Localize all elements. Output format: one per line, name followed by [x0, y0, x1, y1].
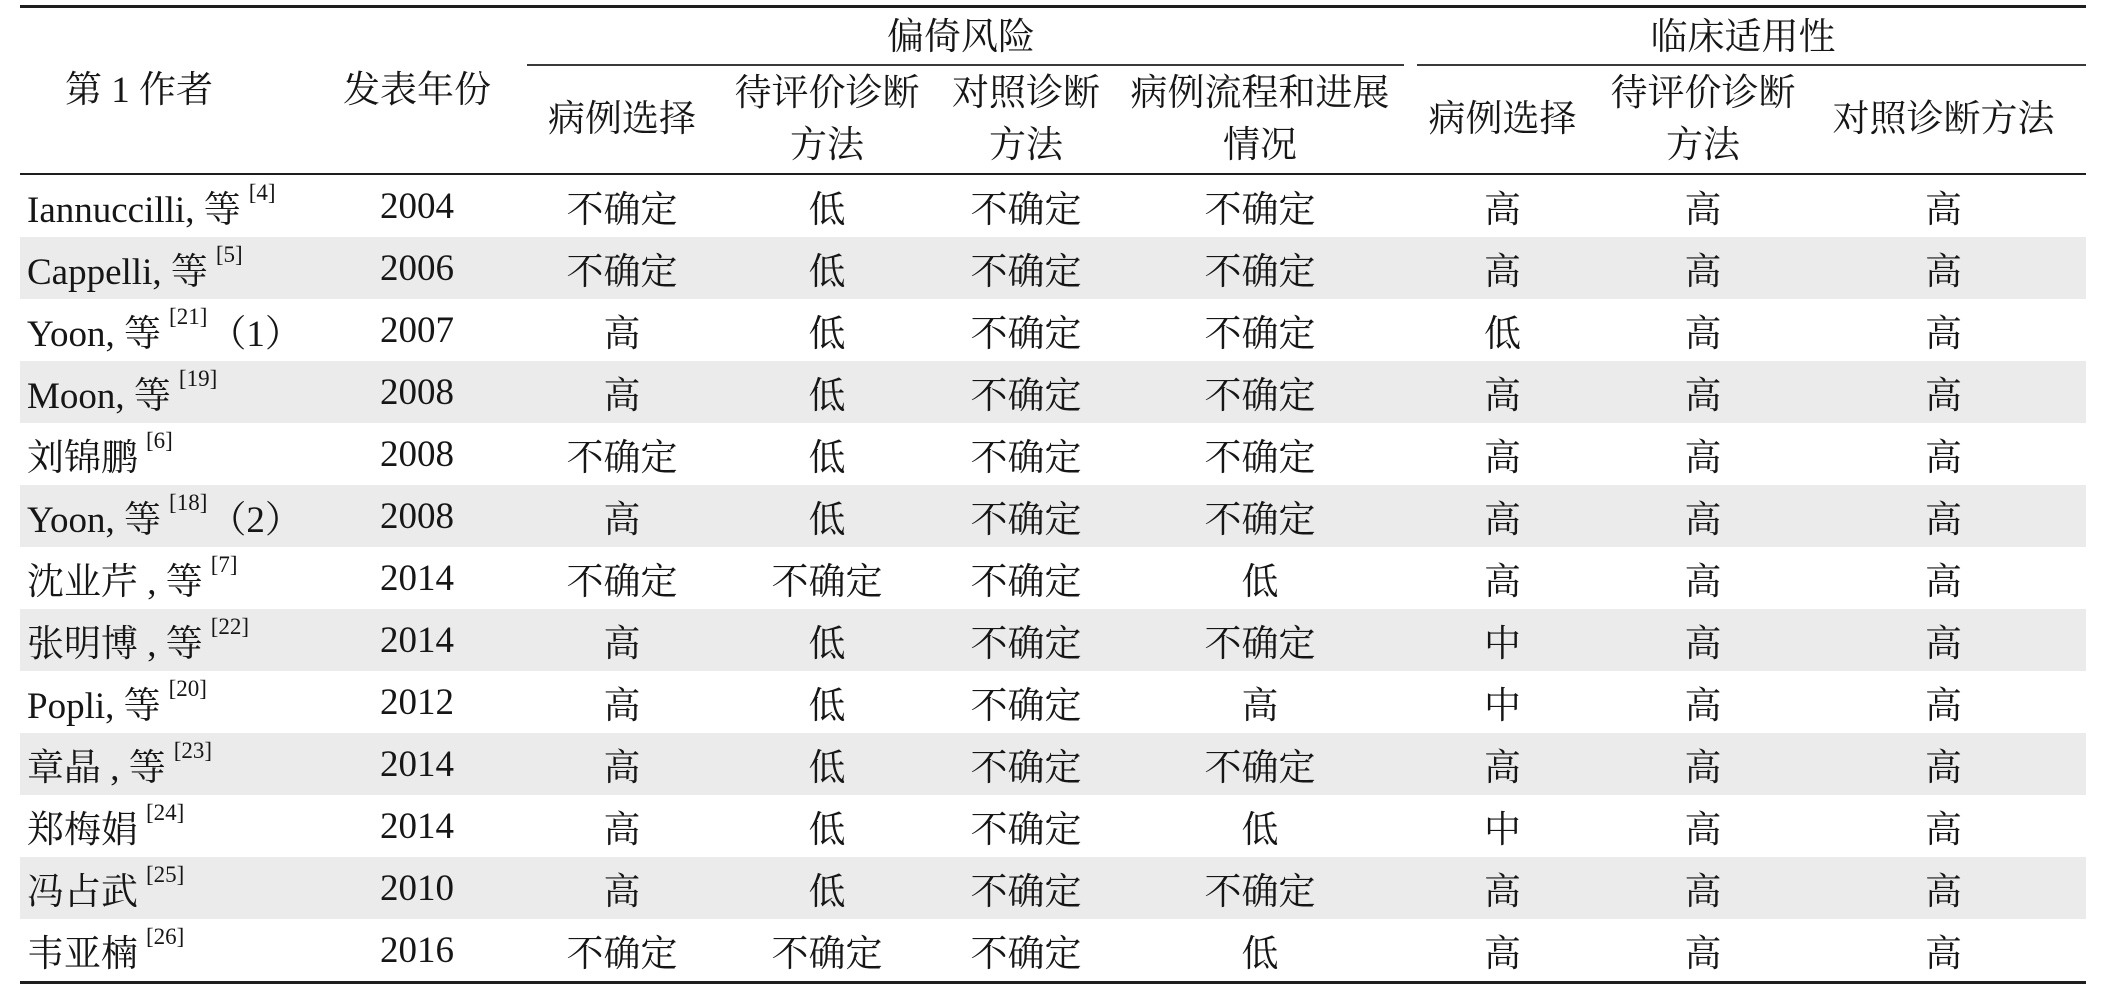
- header-line: 对照诊断: [952, 73, 1100, 114]
- rob-reference-standard-cell: 不确定: [970, 810, 1082, 851]
- applicability-index-test-cell: 高: [1684, 624, 1722, 665]
- author-name: 郑梅娟: [27, 810, 138, 851]
- applicability-patient-selection-cell: 中: [1484, 810, 1521, 851]
- rob-patient-selection-cell: 高: [603, 748, 641, 789]
- applicability-index-test-header: [1605, 67, 1801, 173]
- applicability-group-label: 临床适用性: [1650, 16, 1836, 58]
- rob-index-test-cell: 低: [808, 376, 846, 417]
- risk-of-bias-group-header: [522, 8, 1400, 67]
- applicability-group-rule: [1417, 64, 2086, 66]
- rob-flow-timing-cell: 不确定: [1204, 376, 1316, 417]
- header-line: 待评价诊断: [734, 73, 920, 114]
- applicability-index-test-cell: 高: [1684, 686, 1722, 727]
- rob-patient-selection-cell: 高: [603, 376, 641, 417]
- applicability-reference-standard-cell: 高: [1925, 934, 1962, 975]
- applicability-index-test-cell: 高: [1684, 872, 1722, 913]
- author-cell: 沈业芹 , 等 [7]: [27, 552, 238, 603]
- author-cell: Yoon, 等 [21] （1）: [27, 304, 302, 355]
- applicability-patient-selection-header: [1400, 67, 1605, 173]
- applicability-patient-selection-cell: 高: [1484, 562, 1521, 603]
- rob-reference-standard-cell: 不确定: [970, 190, 1082, 231]
- rob-index-test-cell: 低: [808, 686, 846, 727]
- rob-flow-timing-cell: 不确定: [1204, 252, 1316, 293]
- year-cell: 2007: [380, 309, 454, 351]
- rob-reference-standard-cell: 不确定: [970, 252, 1082, 293]
- rob-index-test-header: [722, 67, 932, 173]
- rob-index-test-cell: 低: [808, 190, 846, 231]
- applicability-reference-standard-cell: 高: [1925, 252, 1962, 293]
- rob-index-test-cell: 低: [808, 624, 846, 665]
- table-row: [20, 671, 2086, 733]
- author-cell: 刘锦鹏 [6]: [27, 428, 173, 479]
- applicability-reference-standard-header: [1801, 67, 2086, 173]
- rob-index-test-cell: 低: [808, 748, 846, 789]
- year-cell: 2012: [380, 681, 454, 723]
- year-cell: 2014: [380, 557, 454, 599]
- header-line: 方法: [790, 125, 864, 166]
- applicability-index-test-cell: 高: [1684, 314, 1722, 355]
- author-name: 韦亚楠: [27, 934, 138, 975]
- rob-reference-standard-cell: 不确定: [970, 376, 1082, 417]
- rob-reference-standard-cell: 不确定: [970, 686, 1082, 727]
- header-line: 待评价诊断: [1610, 73, 1796, 114]
- header-line: 对照诊断方法: [1832, 99, 2055, 140]
- applicability-patient-selection-cell: 高: [1484, 438, 1521, 479]
- applicability-reference-standard-cell: 高: [1925, 190, 1962, 231]
- year-cell: 2014: [380, 805, 454, 847]
- rob-flow-timing-header: [1120, 67, 1400, 173]
- rob-index-test-cell: 低: [808, 438, 846, 479]
- applicability-patient-selection-cell: 高: [1484, 748, 1521, 789]
- rob-reference-standard-cell: 不确定: [970, 562, 1082, 603]
- table-row: [20, 609, 2086, 671]
- year-column-header-label: 发表年份: [343, 69, 491, 111]
- author-name: 冯占武: [27, 872, 138, 913]
- rob-flow-timing-cell: 高: [1241, 686, 1279, 727]
- author-column-header-label: 第 1 作者: [65, 69, 213, 111]
- rob-patient-selection-cell: 高: [603, 810, 641, 851]
- rob-flow-timing-cell: 不确定: [1204, 624, 1316, 665]
- rob-flow-timing-cell: 不确定: [1204, 500, 1316, 541]
- author-cell: 冯占武 [25]: [27, 862, 185, 913]
- rob-index-test-cell: 低: [808, 872, 846, 913]
- author-cell: 郑梅娟 [24]: [27, 800, 185, 851]
- table-row: [20, 547, 2086, 609]
- author-cell: 章晶 , 等 [23]: [27, 738, 213, 789]
- table-row: [20, 361, 2086, 423]
- applicability-patient-selection-cell: 中: [1484, 686, 1521, 727]
- rob-flow-timing-cell: 不确定: [1204, 748, 1316, 789]
- applicability-reference-standard-cell: 高: [1925, 438, 1962, 479]
- author-cell: Moon, 等 [19]: [27, 366, 218, 417]
- author-column-header: [20, 8, 312, 173]
- author-name: Popli, 等: [27, 686, 161, 727]
- applicability-reference-standard-cell: 高: [1925, 810, 1962, 851]
- author-cell: Cappelli, 等 [5]: [27, 242, 243, 293]
- header-line: 方法: [989, 125, 1063, 166]
- header-line: 病例选择: [1428, 99, 1577, 140]
- applicability-reference-standard-cell: 高: [1925, 314, 1962, 355]
- year-cell: 2004: [380, 185, 454, 227]
- applicability-reference-standard-cell: 高: [1925, 624, 1962, 665]
- table-header: [20, 8, 2086, 173]
- applicability-reference-standard-cell: 高: [1925, 872, 1962, 913]
- author-name: Yoon, 等: [27, 314, 162, 355]
- author-name: 张明博 , 等: [27, 624, 203, 665]
- table-row: [20, 299, 2086, 361]
- applicability-index-test-cell: 高: [1684, 500, 1722, 541]
- applicability-index-test-cell: 高: [1684, 934, 1722, 975]
- table-row: [20, 919, 2086, 981]
- rob-patient-selection-cell: 高: [603, 872, 641, 913]
- applicability-index-test-cell: 高: [1684, 376, 1722, 417]
- study-number: （1）: [209, 314, 302, 355]
- applicability-index-test-cell: 高: [1684, 748, 1722, 789]
- author-name: Cappelli, 等: [27, 252, 208, 293]
- applicability-patient-selection-cell: 高: [1484, 252, 1521, 293]
- author-cell: 韦亚楠 [26]: [27, 924, 185, 975]
- rob-patient-selection-cell: 不确定: [566, 934, 678, 975]
- applicability-reference-standard-cell: 高: [1925, 686, 1962, 727]
- table-bottom-rule: [20, 981, 2086, 984]
- table-row: [20, 795, 2086, 857]
- applicability-reference-standard-cell: 高: [1925, 562, 1962, 603]
- applicability-reference-standard-cell: 高: [1925, 748, 1962, 789]
- applicability-patient-selection-cell: 高: [1484, 190, 1521, 231]
- table-row: [20, 175, 2086, 237]
- rob-flow-timing-cell: 低: [1241, 934, 1279, 975]
- table-row: [20, 485, 2086, 547]
- year-cell: 2008: [380, 495, 454, 537]
- year-cell: 2008: [380, 371, 454, 413]
- table-row: [20, 423, 2086, 485]
- applicability-index-test-cell: 高: [1684, 190, 1722, 231]
- table-row: [20, 733, 2086, 795]
- rob-reference-standard-cell: 不确定: [970, 872, 1082, 913]
- rob-flow-timing-cell: 不确定: [1204, 872, 1316, 913]
- rob-index-test-cell: 低: [808, 252, 846, 293]
- rob-patient-selection-cell: 不确定: [566, 562, 678, 603]
- rob-reference-standard-cell: 不确定: [970, 500, 1082, 541]
- rob-patient-selection-cell: 高: [603, 686, 641, 727]
- study-number: （2）: [209, 500, 302, 541]
- applicability-index-test-cell: 高: [1684, 810, 1722, 851]
- rob-patient-selection-cell: 不确定: [566, 190, 678, 231]
- applicability-patient-selection-cell: 中: [1484, 624, 1521, 665]
- applicability-index-test-cell: 高: [1684, 438, 1722, 479]
- rob-reference-standard-header: [932, 67, 1120, 173]
- author-cell: Iannuccilli, 等 [4]: [27, 180, 276, 231]
- applicability-group-header: [1400, 8, 2086, 67]
- rob-flow-timing-cell: 低: [1241, 562, 1279, 603]
- author-name: Yoon, 等: [27, 500, 162, 541]
- rob-flow-timing-cell: 低: [1241, 810, 1279, 851]
- risk-of-bias-group-label: 偏倚风险: [887, 16, 1035, 58]
- rob-patient-selection-cell: 不确定: [566, 438, 678, 479]
- rob-patient-selection-cell: 不确定: [566, 252, 678, 293]
- header-line: 情况: [1223, 125, 1297, 166]
- applicability-reference-standard-cell: 高: [1925, 376, 1962, 417]
- author-cell: 张明博 , 等 [22]: [27, 614, 250, 665]
- header-line: 方法: [1666, 125, 1740, 166]
- year-cell: 2008: [380, 433, 454, 475]
- table-body: [20, 175, 2086, 981]
- author-name: 沈业芹 , 等: [27, 562, 203, 603]
- applicability-patient-selection-cell: 低: [1484, 314, 1521, 355]
- header-line: 病例选择: [548, 99, 696, 140]
- rob-flow-timing-cell: 不确定: [1204, 190, 1316, 231]
- rob-reference-standard-cell: 不确定: [970, 624, 1082, 665]
- applicability-patient-selection-cell: 高: [1484, 872, 1521, 913]
- applicability-reference-standard-cell: 高: [1925, 500, 1962, 541]
- rob-index-test-cell: 不确定: [771, 562, 883, 603]
- header-line: 病例流程和进展: [1130, 73, 1390, 114]
- rob-index-test-cell: 不确定: [771, 934, 883, 975]
- rob-patient-selection-header: [522, 67, 722, 173]
- applicability-patient-selection-cell: 高: [1484, 934, 1521, 975]
- rob-reference-standard-cell: 不确定: [970, 934, 1082, 975]
- table-row: [20, 237, 2086, 299]
- year-cell: 2010: [380, 867, 454, 909]
- author-name: Iannuccilli, 等: [27, 190, 241, 231]
- rob-flow-timing-cell: 不确定: [1204, 438, 1316, 479]
- author-name: Moon, 等: [27, 376, 171, 417]
- rob-reference-standard-cell: 不确定: [970, 748, 1082, 789]
- rob-reference-standard-cell: 不确定: [970, 438, 1082, 479]
- rob-patient-selection-cell: 高: [603, 500, 641, 541]
- rob-index-test-cell: 低: [808, 500, 846, 541]
- table-row: [20, 857, 2086, 919]
- rob-flow-timing-cell: 不确定: [1204, 314, 1316, 355]
- year-cell: 2014: [380, 743, 454, 785]
- year-cell: 2006: [380, 247, 454, 289]
- author-name: 章晶 , 等: [27, 748, 166, 789]
- rob-patient-selection-cell: 高: [603, 624, 641, 665]
- year-column-header: [312, 8, 522, 173]
- year-cell: 2014: [380, 619, 454, 661]
- rob-patient-selection-cell: 高: [603, 314, 641, 355]
- rob-reference-standard-cell: 不确定: [970, 314, 1082, 355]
- author-name: 刘锦鹏: [27, 438, 138, 479]
- applicability-patient-selection-cell: 高: [1484, 376, 1521, 417]
- rob-index-test-cell: 低: [808, 314, 846, 355]
- author-cell: Popli, 等 [20]: [27, 676, 207, 727]
- applicability-index-test-cell: 高: [1684, 562, 1722, 603]
- author-cell: Yoon, 等 [18] （2）: [27, 490, 302, 541]
- applicability-index-test-cell: 高: [1684, 252, 1722, 293]
- risk-of-bias-group-rule: [527, 64, 1404, 66]
- rob-index-test-cell: 低: [808, 810, 846, 851]
- applicability-patient-selection-cell: 高: [1484, 500, 1521, 541]
- year-cell: 2016: [380, 929, 454, 971]
